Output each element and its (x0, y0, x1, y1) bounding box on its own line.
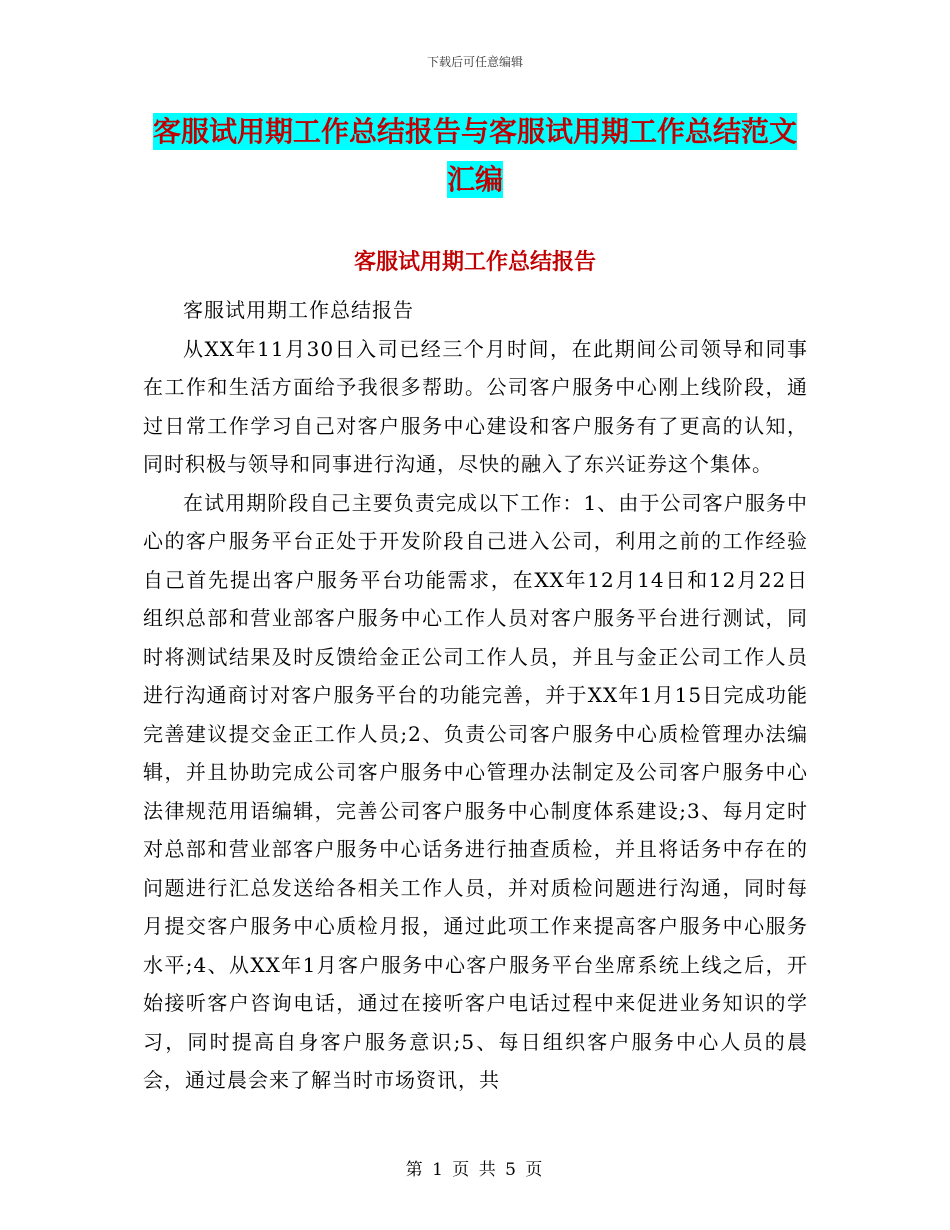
document-title-text: 客服试用期工作总结报告与客服试用期工作总结范文汇编 (152, 115, 797, 196)
page-number-footer: 第 1 页 共 5 页 (405, 1160, 545, 1180)
document-body (143, 291, 808, 1100)
paragraph: 在试用期阶段自己主要负责完成以下工作：1、由于公司客户服务中心的客户服务平台正处于开发阶段自己进入公司，利用之前的工作经验自己首先提出客户服务平台功能需求，在XX年12月14日和12月22日组织总部和营业部客户服务中心工作人员对客户服务平台进行测试，同时将测试结果及时反馈给金正公司工作人员，并且与金正公司工作人员进行沟通商讨对客户服务平台的功能完善，并于XX年1月15日完成功能完善建议提交金正工作人员;2、负责公司客户服务中心质检管理办法编辑，并且协助完成公司客户服务中心管理办法制定及公司客户服务中心法律规范用语编辑，完善公司客户服务中心制度体系建设;3、每月定时对总部和营业部客户服务中心话务进行抽查质检，并且将话务中存在的问题进行汇总发送给各相关工作人员，并对质检问题进行沟通，同时每月提交客户服务中心质检月报，通过此项工作来提高客户服务中心服务水平;4、从XX年1月客户服务中心客户服务平台坐席系统上线之后，开始接听客户咨询电话，通过在接听客户电话过程中来促进业务知识的学习，同时提高自身客户服务意识;5、每日组织客户服务中心人员的晨会，通过晨会来了解当时市场资讯，共 (143, 490, 808, 1092)
section-title: 客服试用期工作总结报告 (353, 249, 596, 275)
document-title (140, 108, 810, 204)
paragraph: 客服试用期工作总结报告 (183, 298, 414, 322)
paragraph: 从XX年11月30日入司已经三个月时间，在此期间公司领导和同事在工作和生活方面给予我很多帮助。公司客户服务中心刚上线阶段，通过日常工作学习自己对客户服务中心建设和客户服务有了更高的认知，同时积极与领导和同事进行沟通，尽快的融入了东兴证券这个集体。 (143, 336, 808, 476)
header-note: 下载后可任意编辑 (426, 55, 523, 69)
